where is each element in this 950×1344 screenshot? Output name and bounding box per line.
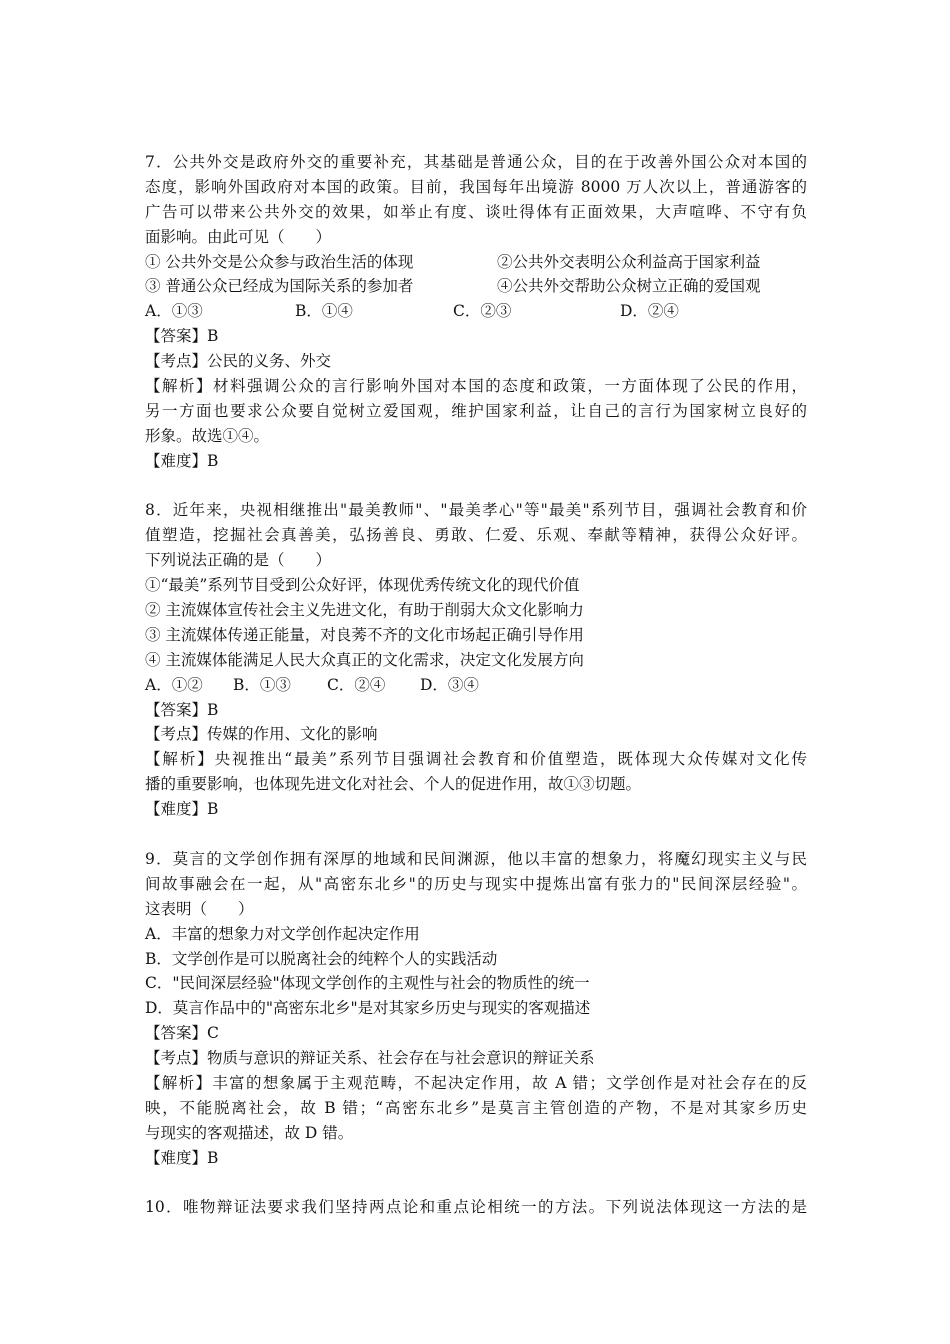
question-stem-line: 下列说法正确的是（ ）: [145, 551, 332, 570]
analysis-line: 【解析】央视推出“最美”系列节目强调社会教育和价值塑造，既体现大众传媒对文化传: [145, 750, 807, 769]
question-10: [145, 1195, 807, 1220]
analysis-line: 与现实的客观描述，故 D 错。: [145, 1123, 354, 1142]
key-point: 【考点】公民的义务、外交: [145, 352, 332, 371]
question-stem-line: 态度，影响外国政府对本国的政策。目前，我国每年出境游 8000 万人次以上，普通游客的: [145, 177, 807, 196]
choice-c: C．②③: [453, 302, 512, 321]
question-stem-line: 值塑造，挖掘社会真善美，弘扬善良、勇敢、仁爱、乐观、奉献等精神，获得公众好评。: [145, 526, 807, 545]
question-stem-line: 7．公共外交是政府外交的重要补充，其基础是普通公众，目的在于改善外国公众对本国的: [145, 153, 807, 171]
choice-c: C．"民间深层经验"体现文学创作的主观性与社会的物质性的统一: [145, 974, 590, 993]
document-page: [145, 150, 807, 1220]
choice-a: A．丰富的想象力对文学创作起决定作用: [145, 924, 420, 943]
choice-c: C．②④: [327, 675, 386, 694]
statement-row: [145, 274, 807, 299]
question-stem-line: 这表明（ ）: [145, 899, 254, 918]
question-7: [145, 150, 807, 474]
analysis-line: 播的重要影响，也体现先进文化对社会、个人的促进作用，故①③切题。: [145, 775, 642, 794]
choice-b: B．文学创作是可以脱离社会的纯粹个人的实践活动: [145, 949, 498, 968]
choice-b: B．①④: [295, 302, 353, 321]
difficulty: 【难度】B: [145, 800, 219, 819]
statement-4: ④公共外交帮助公众树立正确的爱国观: [497, 277, 761, 296]
statement-1: ①“最美”系列节目受到公众好评，体现优秀传统文化的现代价值: [145, 576, 580, 595]
analysis-line: 形象。故选①④。: [145, 426, 270, 445]
difficulty: 【难度】B: [145, 1148, 219, 1167]
statement-2: ②公共外交表明公众利益高于国家利益: [497, 252, 761, 271]
question-stem-line: 10．唯物辩证法要求我们坚持两点论和重点论相统一的方法。下列说法体现这一方法的是: [145, 1198, 807, 1217]
answer: 【答案】B: [145, 700, 219, 719]
statement-2: ② 主流媒体宣传社会主义先进文化，有助于削弱大众文化影响力: [145, 601, 584, 620]
question-stem-line: 广告可以带来公共外交的效果，如举止有度、谈吐得体有正面效果，大声喧哗、不守有负: [145, 202, 807, 221]
statement-1: ① 公共外交是公众参与政治生活的体现: [145, 252, 414, 271]
analysis-line: 映，不能脱离社会，故 B 错；“高密东北乡”是莫言主管创造的产物，不是对其家乡历史: [145, 1098, 807, 1117]
question-stem-line: 9．莫言的文学创作拥有深厚的地域和民间渊源，他以丰富的想象力，将魔幻现实主义与民: [145, 849, 807, 868]
choice-d: D．②④: [620, 302, 679, 321]
question-stem-line: 面影响。由此可见（ ）: [145, 227, 332, 246]
analysis-line: 【解析】材料强调公众的言行影响外国对本国的态度和政策，一方面体现了公民的作用，: [145, 377, 807, 396]
key-point: 【考点】物质与意识的辩证关系、社会存在与社会意识的辩证关系: [145, 1049, 595, 1068]
question-stem-line: 8．近年来，央视相继推出"最美教师"、"最美孝心"等"最美"系列节目，强调社会教育和价: [145, 501, 807, 520]
statement-4: ④ 主流媒体能满足人民大众真正的文化需求，决定文化发展方向: [145, 650, 584, 669]
question-stem-line: 间故事融会在一起，从"高密东北乡"的历史与现实中提炼出富有张力的"民间深层经验"。: [145, 874, 807, 893]
question-8: [145, 498, 807, 822]
choice-d: D．莫言作品中的"高密东北乡"是对其家乡历史与现实的客观描述: [145, 999, 591, 1018]
analysis-line: 【解析】丰富的想象属于主观范畴，不起决定作用，故 A 错；文学创作是对社会存在的反: [145, 1073, 807, 1092]
answer: 【答案】C: [145, 1024, 219, 1043]
analysis-line: 另一方面也要求公众要自觉树立爱国观，维护国家利益，让自己的言行为国家树立良好的: [145, 401, 807, 420]
choices-row: [145, 299, 807, 324]
choice-a: A．①③: [145, 302, 203, 321]
question-9: [145, 847, 807, 1171]
choice-d: D．③④: [420, 675, 479, 694]
choice-a: A．①②: [145, 675, 203, 694]
difficulty: 【难度】B: [145, 451, 219, 470]
statement-row: [145, 250, 807, 275]
answer: 【答案】B: [145, 327, 219, 346]
statement-3: ③ 普通公众已经成为国际关系的参加者: [145, 277, 414, 296]
key-point: 【考点】传媒的作用、文化的影响: [145, 725, 378, 744]
statement-3: ③ 主流媒体传递正能量，对良莠不齐的文化市场起正确引导作用: [145, 625, 584, 644]
choices-row: [145, 673, 807, 698]
choice-b: B．①③: [233, 675, 291, 694]
